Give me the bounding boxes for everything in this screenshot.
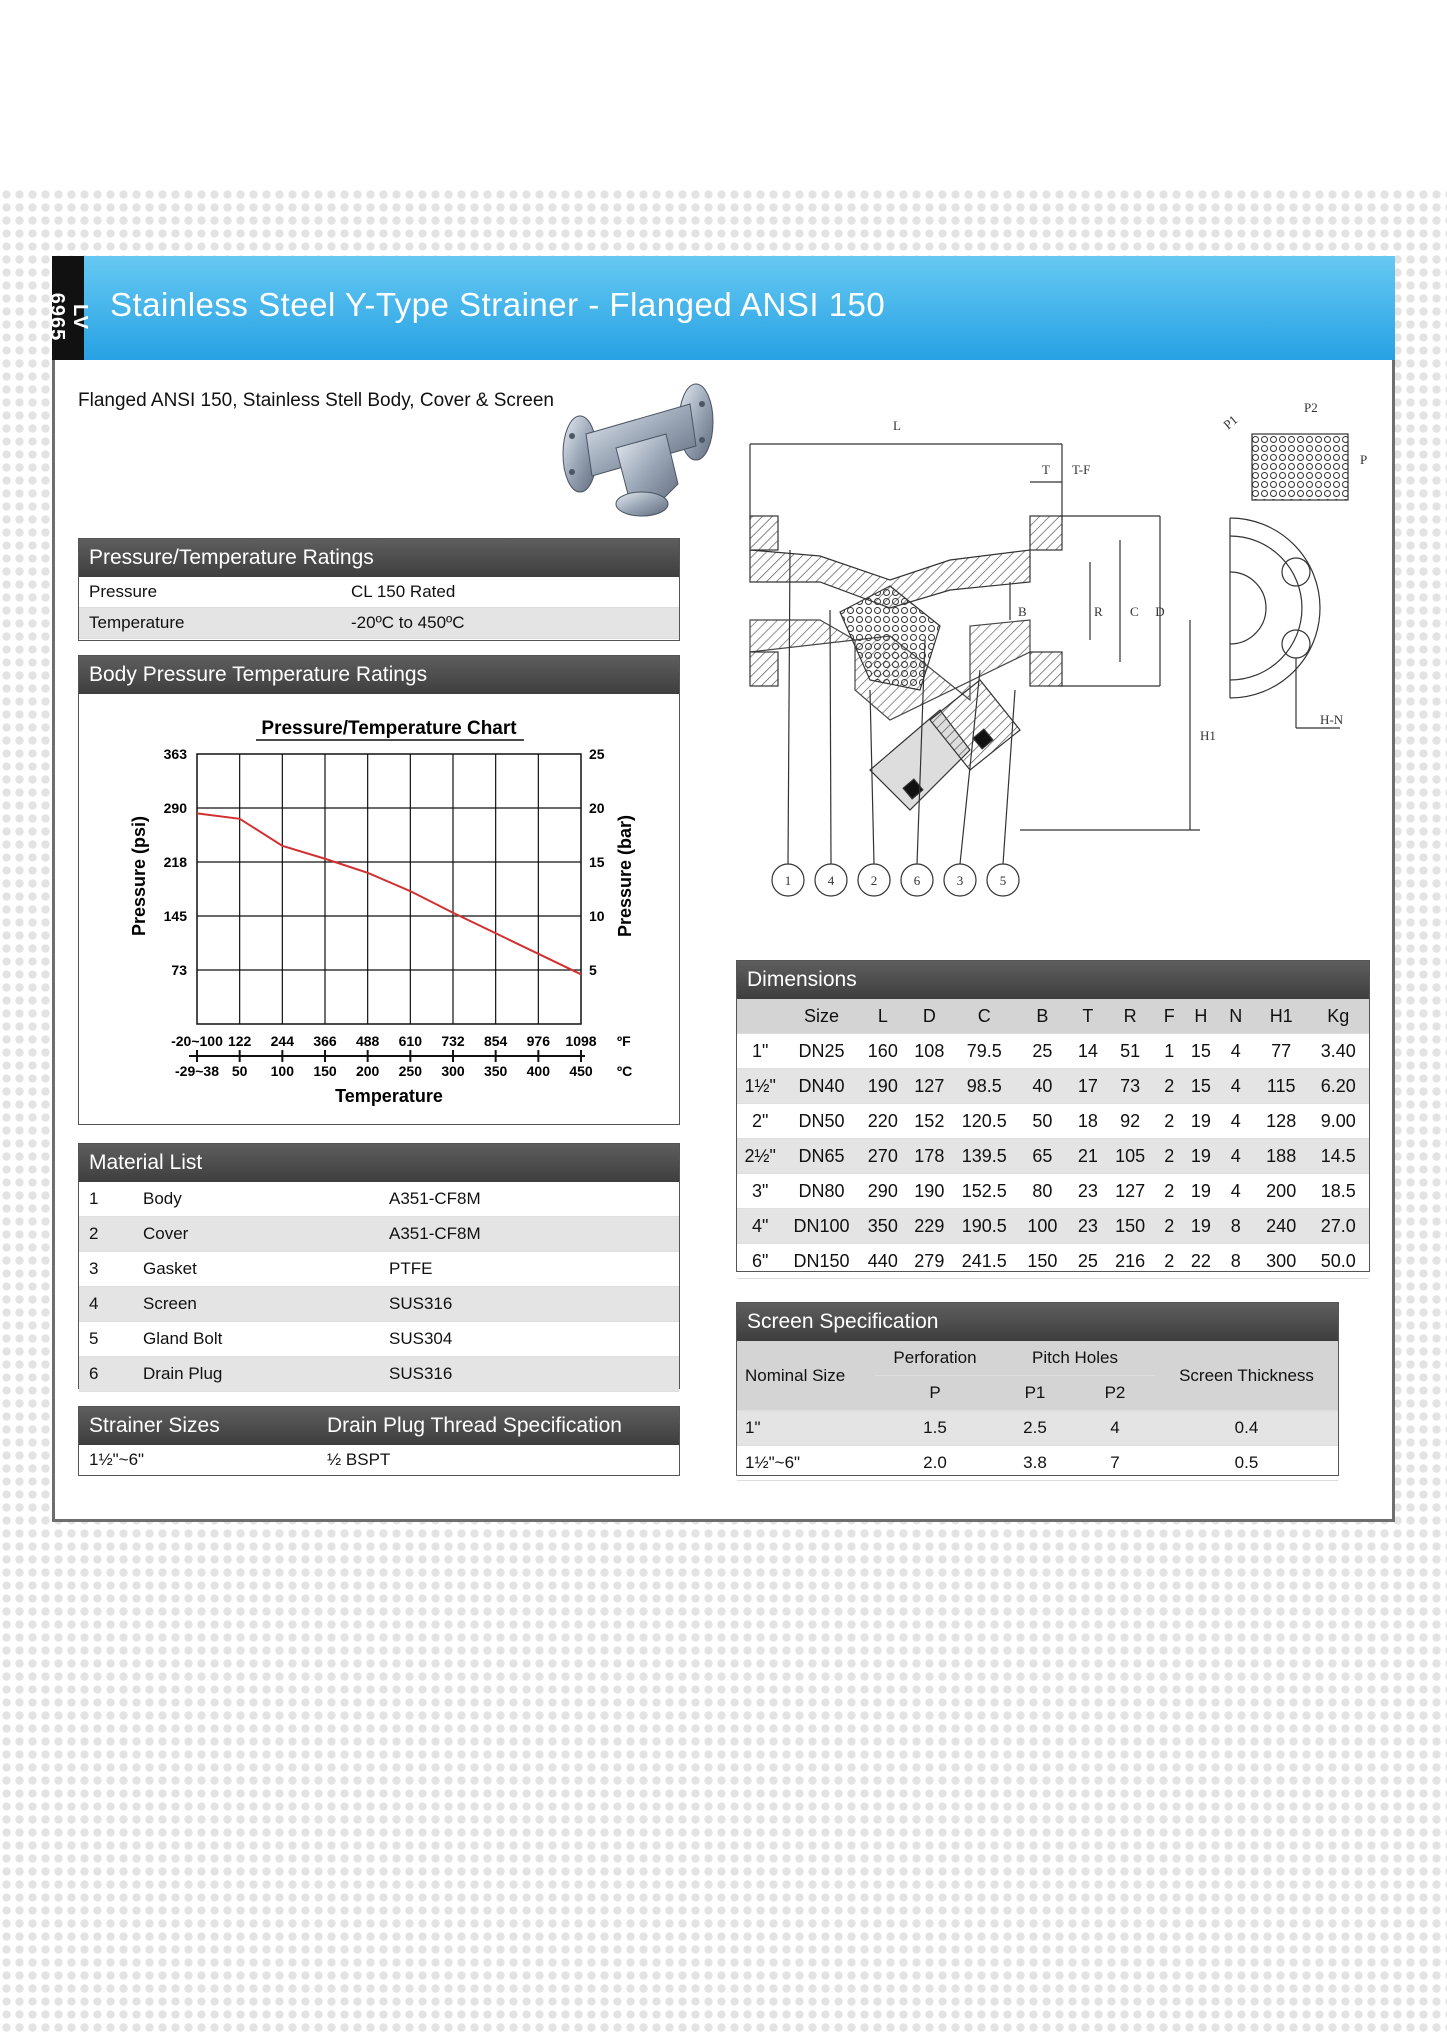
dimensions-cell: DN80 <box>784 1174 860 1209</box>
dimensions-cell: 241.5 <box>953 1244 1016 1279</box>
dimensions-cell: 2 <box>1153 1174 1185 1209</box>
dimensions-cell: 2 <box>1153 1069 1185 1104</box>
dimensions-cell: 3.40 <box>1308 1034 1369 1069</box>
series-line <box>197 813 581 974</box>
material-row <box>79 1357 679 1392</box>
dim-label: H-N <box>1320 712 1344 727</box>
dimensions-cell: 9.00 <box>1308 1104 1369 1139</box>
dimensions-cell: 4 <box>1217 1139 1255 1174</box>
screen-cell: 1½"~6" <box>737 1446 875 1481</box>
perforation-detail <box>1252 434 1348 500</box>
product-photo <box>556 376 720 520</box>
dimensions-cell: 14 <box>1069 1034 1107 1069</box>
dimensions-cell: 190 <box>906 1174 953 1209</box>
dimensions-cell: 15 <box>1185 1034 1217 1069</box>
x-tick-c: 450 <box>569 1063 593 1079</box>
col-nominal-size: Nominal Size <box>737 1341 875 1411</box>
material-row <box>79 1217 679 1252</box>
page-title: Stainless Steel Y-Type Strainer - Flanged ANSI 150 <box>110 286 886 323</box>
dimensions-cell: 190.5 <box>953 1209 1016 1244</box>
dimensions-cell: 6.20 <box>1308 1069 1369 1104</box>
dimensions-grid <box>737 999 1369 1279</box>
dimensions-cell: 127 <box>906 1069 953 1104</box>
material-spec: SUS304 <box>389 1329 453 1348</box>
x-tick-c: 250 <box>398 1063 423 1079</box>
dimensions-cell: DN50 <box>784 1104 860 1139</box>
dimensions-cell: 19 <box>1185 1139 1217 1174</box>
callout-number: 4 <box>827 873 835 888</box>
ratings-row-pressure <box>79 577 679 608</box>
dimensions-cell: 2 <box>1153 1209 1185 1244</box>
dimensions-cell: 1" <box>737 1034 784 1069</box>
dim-label: P <box>1360 452 1368 467</box>
dimensions-cell: 190 <box>860 1069 907 1104</box>
dimensions-header: Dimensions <box>737 961 1369 999</box>
column-header: L <box>860 999 907 1034</box>
dimensions-cell: 200 <box>1255 1174 1308 1209</box>
column-header: C <box>953 999 1016 1034</box>
dimensions-cell: 2 <box>1153 1104 1185 1139</box>
dimensions-cell: 77 <box>1255 1034 1308 1069</box>
column-header: D <box>906 999 953 1034</box>
dimensions-cell: DN40 <box>784 1069 860 1104</box>
dimensions-table <box>736 960 1370 1272</box>
dimensions-cell: 1 <box>1153 1034 1185 1069</box>
dimensions-row <box>737 1069 1369 1104</box>
material-list <box>78 1143 680 1389</box>
y-tick-bar: 5 <box>589 962 597 978</box>
col-screen-thickness: Screen Thickness <box>1155 1341 1338 1411</box>
dim-label: R <box>1094 604 1103 619</box>
chart-grid <box>197 754 581 1024</box>
material-row <box>79 1322 679 1357</box>
dimensions-cell: 4 <box>1217 1069 1255 1104</box>
material-no: 1 <box>89 1189 99 1208</box>
x-tick-f: 854 <box>483 1033 508 1049</box>
material-part: Gasket <box>143 1259 197 1278</box>
x-tick-f: 732 <box>441 1033 465 1049</box>
material-row <box>79 1252 679 1287</box>
dimensions-cell: 216 <box>1107 1244 1154 1279</box>
dimensions-row <box>737 1244 1369 1279</box>
dimensions-cell: 8 <box>1217 1244 1255 1279</box>
dim-label: P1 <box>1220 411 1241 433</box>
screen-cell: 7 <box>1075 1446 1155 1481</box>
dimensions-cell: 300 <box>1255 1244 1308 1279</box>
material-row <box>79 1182 679 1217</box>
x-unit-f: ºF <box>617 1033 631 1049</box>
dimensions-cell: 100 <box>1016 1209 1069 1244</box>
material-part: Cover <box>143 1224 189 1243</box>
left-flange-top <box>750 516 778 550</box>
dimensions-cell: DN65 <box>784 1139 860 1174</box>
dim-label: B <box>1018 604 1027 619</box>
col-p2: P2 <box>1075 1376 1155 1411</box>
material-list-header: Material List <box>79 1144 679 1182</box>
x-tick-f: 366 <box>313 1033 337 1049</box>
callout-number: 3 <box>956 873 964 888</box>
callout-leader <box>788 550 790 864</box>
column-header <box>737 999 784 1034</box>
dimensions-cell: 2" <box>737 1104 784 1139</box>
strainer-sizes-heading: Strainer Sizes <box>89 1414 220 1437</box>
dimensions-cell: 4" <box>737 1209 784 1244</box>
y-tick-bar: 15 <box>589 854 605 870</box>
dimensions-cell: 240 <box>1255 1209 1308 1244</box>
body-ratings-header: Body Pressure Temperature Ratings <box>79 656 679 694</box>
material-part: Body <box>143 1189 182 1208</box>
dimensions-cell: 3" <box>737 1174 784 1209</box>
material-no: 3 <box>89 1259 99 1278</box>
screen-row <box>737 1411 1338 1446</box>
y-tick-psi: 290 <box>163 800 187 816</box>
x-tick-c: -29~38 <box>175 1063 219 1079</box>
material-no: 4 <box>89 1294 99 1313</box>
product-code: LV 6965 <box>46 292 91 342</box>
dimensions-cell: 350 <box>860 1209 907 1244</box>
column-header: Size <box>784 999 860 1034</box>
dimensions-cell: 188 <box>1255 1139 1308 1174</box>
strainer-size: 1½"~6" <box>89 1450 145 1469</box>
x-tick-f: 122 <box>227 1033 252 1049</box>
dimensions-cell: 27.0 <box>1308 1209 1369 1244</box>
col-perforation: Perforation <box>875 1341 995 1376</box>
dimensions-row <box>737 1104 1369 1139</box>
dimensions-cell: 50 <box>1016 1104 1069 1139</box>
product-code-tab <box>46 256 91 360</box>
dimensions-cell: 73 <box>1107 1069 1154 1104</box>
screen-cell: 3.8 <box>995 1446 1075 1481</box>
dimensions-cell: 2 <box>1153 1139 1185 1174</box>
x-tick-c: 150 <box>313 1063 337 1079</box>
material-part: Screen <box>143 1294 197 1313</box>
x-tick-f: 976 <box>526 1033 551 1049</box>
material-rows <box>79 1182 679 1392</box>
dim-label: D <box>1155 604 1165 619</box>
column-header: F <box>1153 999 1185 1034</box>
flange-end-view <box>1230 518 1320 698</box>
screen-cell: 0.4 <box>1155 1411 1338 1446</box>
ratings-header: Pressure/Temperature Ratings <box>79 539 679 577</box>
dimensions-cell: 51 <box>1107 1034 1154 1069</box>
chart-title: Pressure/Temperature Chart <box>261 718 517 739</box>
dimensions-row <box>737 1139 1369 1174</box>
dimensions-cell: 105 <box>1107 1139 1154 1174</box>
material-no: 2 <box>89 1224 99 1243</box>
callout-leader <box>870 690 874 864</box>
plot-frame <box>197 754 581 1024</box>
left-flange-bottom <box>750 652 778 686</box>
bolt-hole <box>1282 558 1310 586</box>
x-tick-c: 50 <box>231 1063 248 1079</box>
dimensions-cell: 4 <box>1217 1174 1255 1209</box>
drain-plug-heading: Drain Plug Thread Specification <box>327 1414 622 1437</box>
ratings-table <box>78 538 680 641</box>
y-tick-bar: 25 <box>589 746 605 762</box>
bolt-hole <box>1282 630 1310 658</box>
x-tick-f: -20~100 <box>171 1033 223 1049</box>
screen-cell: 4 <box>1075 1411 1155 1446</box>
material-part: Gland Bolt <box>143 1329 223 1348</box>
dimensions-cell: 115 <box>1255 1069 1308 1104</box>
dimensions-cell: 220 <box>860 1104 907 1139</box>
ratings-row-temperature <box>79 608 679 639</box>
dimensions-cell: 18.5 <box>1308 1174 1369 1209</box>
dimensions-cell: DN150 <box>784 1244 860 1279</box>
x-tick-c: 350 <box>483 1063 508 1079</box>
screen-row <box>737 1446 1338 1481</box>
screen-cell: 0.5 <box>1155 1446 1338 1481</box>
dimensions-cell: 127 <box>1107 1174 1154 1209</box>
column-header: B <box>1016 999 1069 1034</box>
col-p1: P1 <box>995 1376 1075 1411</box>
dimensions-cell: 40 <box>1016 1069 1069 1104</box>
x-tick-f: 488 <box>355 1033 380 1049</box>
dimensions-cell: 440 <box>860 1244 907 1279</box>
material-spec: A351-CF8M <box>389 1189 481 1208</box>
y-axis-label-psi: Pressure (psi) <box>129 815 149 937</box>
y-tick-psi: 218 <box>163 854 187 870</box>
column-header: H <box>1185 999 1217 1034</box>
callout-number: 2 <box>870 873 878 888</box>
dimensions-cell: 23 <box>1069 1209 1107 1244</box>
x-tick-f: 1098 <box>565 1033 597 1049</box>
dimensions-cell: 270 <box>860 1139 907 1174</box>
screen-spec-grid <box>737 1341 1338 1481</box>
dimensions-cell: 4 <box>1217 1104 1255 1139</box>
dimensions-cell: 139.5 <box>953 1139 1016 1174</box>
y-tick-psi: 145 <box>163 908 187 924</box>
drain-plug-thread: ½ BSPT <box>327 1450 391 1469</box>
dimensions-cell: 279 <box>906 1244 953 1279</box>
dimensions-cell: 19 <box>1185 1209 1217 1244</box>
y-tick-psi: 73 <box>171 962 187 978</box>
material-spec: PTFE <box>389 1259 433 1278</box>
dimensions-cell: 15 <box>1185 1069 1217 1104</box>
dimensions-cell: 21 <box>1069 1139 1107 1174</box>
material-spec: SUS316 <box>389 1364 453 1383</box>
dimensions-cell: 50.0 <box>1308 1244 1369 1279</box>
screen-cell: 1" <box>737 1411 875 1446</box>
x-tick-f: 244 <box>270 1033 295 1049</box>
dimensions-cell: 92 <box>1107 1104 1154 1139</box>
dim-label: C <box>1130 604 1139 619</box>
column-header: N <box>1217 999 1255 1034</box>
col-pitch-holes: Pitch Holes <box>995 1341 1155 1376</box>
material-spec: A351-CF8M <box>389 1224 481 1243</box>
dimensions-cell: 152 <box>906 1104 953 1139</box>
strainer-row <box>79 1445 679 1475</box>
screen-cell: 2.5 <box>995 1411 1075 1446</box>
pressure-temperature-chart <box>79 694 679 1124</box>
dimensions-cell: 160 <box>860 1034 907 1069</box>
y-tick-psi: 363 <box>163 746 187 762</box>
dimensions-cell: 8 <box>1217 1209 1255 1244</box>
material-no: 6 <box>89 1364 99 1383</box>
dimensions-cell: 65 <box>1016 1139 1069 1174</box>
dimensions-cell: 120.5 <box>953 1104 1016 1139</box>
dimensions-cell: 23 <box>1069 1174 1107 1209</box>
column-header: R <box>1107 999 1154 1034</box>
x-tick-c: 400 <box>526 1063 551 1079</box>
rating-label: Pressure <box>89 582 158 601</box>
dimensions-cell: 1½" <box>737 1069 784 1104</box>
right-flange-bottom <box>1030 652 1062 686</box>
dim-label: T <box>1042 462 1050 477</box>
dimensions-cell: 6" <box>737 1244 784 1279</box>
material-row <box>79 1287 679 1322</box>
dimensions-cell: DN100 <box>784 1209 860 1244</box>
dimensions-cell: DN25 <box>784 1034 860 1069</box>
y-axis-label-bar: Pressure (bar) <box>615 814 635 938</box>
y-tick-bar: 10 <box>589 908 605 924</box>
dimensions-header-row <box>737 999 1369 1034</box>
dimensions-cell: 98.5 <box>953 1069 1016 1104</box>
material-no: 5 <box>89 1329 99 1348</box>
strainer-header <box>79 1407 679 1445</box>
dimensions-cell: 150 <box>1107 1209 1154 1244</box>
dimensions-row <box>737 1034 1369 1069</box>
dimensions-row <box>737 1209 1369 1244</box>
dimensions-cell: 2½" <box>737 1139 784 1174</box>
dimensions-row <box>737 1174 1369 1209</box>
dimensions-cell: 2 <box>1153 1244 1185 1279</box>
x-axis-label: Temperature <box>335 1086 443 1106</box>
dimensions-cell: 18 <box>1069 1104 1107 1139</box>
rating-label: Temperature <box>89 613 185 632</box>
dimensions-cell: 178 <box>906 1139 953 1174</box>
dimensions-cell: 108 <box>906 1034 953 1069</box>
product-description: Flanged ANSI 150, Stainless Stell Body, Cover & Screen <box>78 390 554 411</box>
dimensions-cell: 19 <box>1185 1104 1217 1139</box>
callout-number: 5 <box>999 873 1007 888</box>
dim-label: P2 <box>1304 400 1318 415</box>
x-tick-c: 200 <box>355 1063 380 1079</box>
x-tick-c: 300 <box>441 1063 465 1079</box>
rating-value: -20ºC to 450ºC <box>351 613 465 632</box>
material-spec: SUS316 <box>389 1294 453 1313</box>
dim-label: T-F <box>1072 462 1091 477</box>
technical-drawing <box>720 390 1380 910</box>
x-unit-c: ºC <box>617 1063 633 1079</box>
column-header: Kg <box>1308 999 1369 1034</box>
flange-bore <box>1230 572 1266 644</box>
right-flange-top <box>1030 516 1062 550</box>
callout-number: 6 <box>913 873 921 888</box>
rating-value: CL 150 Rated <box>351 582 456 601</box>
screen-cell: 1.5 <box>875 1411 995 1446</box>
x-tick-f: 610 <box>398 1033 423 1049</box>
dimensions-cell: 290 <box>860 1174 907 1209</box>
screen-spec-header: Screen Specification <box>737 1303 1338 1341</box>
dimensions-cell: 17 <box>1069 1069 1107 1104</box>
column-header: T <box>1069 999 1107 1034</box>
dimensions-cell: 4 <box>1217 1034 1255 1069</box>
column-header: H1 <box>1255 999 1308 1034</box>
dim-label: L <box>893 418 901 433</box>
material-part: Drain Plug <box>143 1364 223 1383</box>
dimensions-cell: 229 <box>906 1209 953 1244</box>
dimensions-cell: 14.5 <box>1308 1139 1369 1174</box>
dim-label: H1 <box>1200 728 1216 743</box>
dimensions-cell: 128 <box>1255 1104 1308 1139</box>
dimensions-cell: 25 <box>1069 1244 1107 1279</box>
col-p: P <box>875 1376 995 1411</box>
y-tick-bar: 20 <box>589 800 605 816</box>
dimensions-cell: 152.5 <box>953 1174 1016 1209</box>
dimensions-cell: 150 <box>1016 1244 1069 1279</box>
callout-leader <box>830 610 831 864</box>
dimensions-cell: 19 <box>1185 1174 1217 1209</box>
dimensions-cell: 80 <box>1016 1174 1069 1209</box>
screen-cell: 2.0 <box>875 1446 995 1481</box>
dimensions-cell: 25 <box>1016 1034 1069 1069</box>
screen-spec-table <box>736 1302 1339 1476</box>
dimensions-cell: 79.5 <box>953 1034 1016 1069</box>
dimensions-cell: 22 <box>1185 1244 1217 1279</box>
x-tick-c: 100 <box>270 1063 295 1079</box>
callout-number: 1 <box>784 873 792 888</box>
strainer-sizes-table <box>78 1406 680 1476</box>
